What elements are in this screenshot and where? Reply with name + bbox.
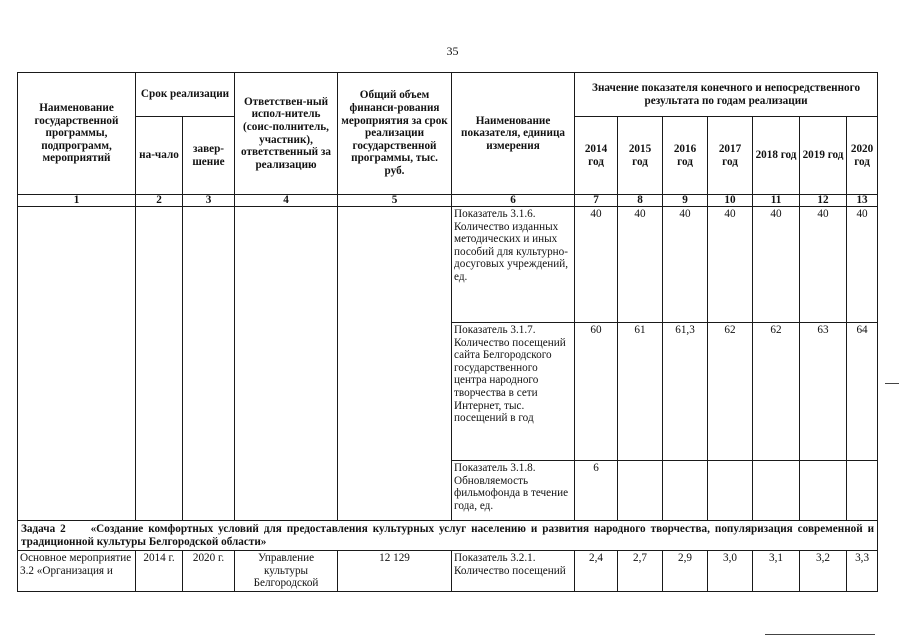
- empty-program-cell: [18, 207, 136, 521]
- header-year: 2020 год: [847, 117, 878, 195]
- column-number: 12: [800, 195, 847, 207]
- measure-funding: 12 129: [338, 551, 452, 592]
- header-year: 2017 год: [708, 117, 753, 195]
- measure-end: 2020 г.: [183, 551, 235, 592]
- empty-end-cell: [183, 207, 235, 521]
- indicator-value: [753, 461, 800, 521]
- task-row: [18, 521, 878, 551]
- column-number: 6: [452, 195, 575, 207]
- column-number: 1: [18, 195, 136, 207]
- task-text: «Создание комфортных условий для предоставления культурных услуг населению и развития народного творчества, популяризация современной и традиционной культуры Белгородской области»: [21, 523, 875, 548]
- indicator-value: [800, 461, 847, 521]
- indicator-value: 2,4: [575, 551, 618, 592]
- indicator-value: 2,9: [663, 551, 708, 592]
- task-cell: [18, 521, 878, 551]
- header-row-1: [18, 73, 878, 117]
- column-number: 11: [753, 195, 800, 207]
- indicator-value: 64: [847, 323, 878, 461]
- indicator-value: 3,2: [800, 551, 847, 592]
- indicator-value: 40: [663, 207, 708, 323]
- task-label: Задача 2: [21, 523, 66, 535]
- column-number: 13: [847, 195, 878, 207]
- column-number: 4: [235, 195, 338, 207]
- indicator-value: 40: [753, 207, 800, 323]
- page-number: 35: [446, 44, 459, 58]
- header-executor: Ответствен-ный испол-нитель (соис-полнитель, участник), ответственный за реализацию: [235, 73, 338, 195]
- indicator-value: 3,1: [753, 551, 800, 592]
- column-number: 8: [618, 195, 663, 207]
- header-indicator: Наименование показателя, единица измерения: [452, 73, 575, 195]
- indicator-value: 60: [575, 323, 618, 461]
- measure-start: 2014 г.: [136, 551, 183, 592]
- header-end: завер-шение: [183, 117, 235, 195]
- header-term: Срок реализации: [136, 73, 235, 117]
- header-year: 2015 год: [618, 117, 663, 195]
- header-year: 2018 год: [753, 117, 800, 195]
- empty-funding-cell: [338, 207, 452, 521]
- indicator-value: [618, 461, 663, 521]
- measure-name: Основное мероприятие 3.2 «Организация и: [18, 551, 136, 592]
- column-number: 5: [338, 195, 452, 207]
- program-table: [17, 72, 878, 592]
- header-funding: Общий объем финанси-рования мероприятия за срок реализации государственной программы, тыс. руб.: [338, 73, 452, 195]
- empty-start-cell: [136, 207, 183, 521]
- header-program-name: Наименование государственной программы, подпрограмм, мероприятий: [18, 73, 136, 195]
- indicator-value: 40: [847, 207, 878, 323]
- indicator-value: 6: [575, 461, 618, 521]
- header-year: 2014 год: [575, 117, 618, 195]
- indicator-value: 40: [575, 207, 618, 323]
- table-row: [18, 207, 878, 323]
- table-row: [18, 551, 878, 592]
- indicator-name: Показатель 3.2.1. Количество посещений: [452, 551, 575, 592]
- indicator-value: 61,3: [663, 323, 708, 461]
- indicator-value: 40: [618, 207, 663, 323]
- indicator-value: [663, 461, 708, 521]
- column-number: 7: [575, 195, 618, 207]
- column-number: 10: [708, 195, 753, 207]
- margin-mark: [885, 383, 899, 384]
- column-number: 9: [663, 195, 708, 207]
- header-year: 2016 год: [663, 117, 708, 195]
- indicator-name: Показатель 3.1.6. Количество изданных методических и иных пособий для культурно-досуговых учреждений, ед.: [452, 207, 575, 323]
- column-number: 3: [183, 195, 235, 207]
- empty-executor-cell: [235, 207, 338, 521]
- indicator-name: Показатель 3.1.7. Количество посещений сайта Белгородского государственного центра народного творчества в сети Интернет, тыс. посещений в год: [452, 323, 575, 461]
- indicator-value: 62: [753, 323, 800, 461]
- indicator-value: 62: [708, 323, 753, 461]
- indicator-value: [708, 461, 753, 521]
- indicator-value: 40: [708, 207, 753, 323]
- footer-line: [765, 634, 875, 635]
- indicator-name: Показатель 3.1.8. Обновляемость фильмофонда в течение года, ед.: [452, 461, 575, 521]
- indicator-value: 40: [800, 207, 847, 323]
- header-start: на-чало: [136, 117, 183, 195]
- header-year: 2019 год: [800, 117, 847, 195]
- indicator-value: 61: [618, 323, 663, 461]
- column-number-row: [18, 195, 878, 207]
- indicator-value: 3,0: [708, 551, 753, 592]
- indicator-value: [847, 461, 878, 521]
- indicator-value: 2,7: [618, 551, 663, 592]
- header-values: Значение показателя конечного и непосредственного результата по годам реализации: [575, 73, 878, 117]
- column-number: 2: [136, 195, 183, 207]
- measure-executor: Управление культуры Белгородской: [235, 551, 338, 592]
- indicator-value: 3,3: [847, 551, 878, 592]
- indicator-value: 63: [800, 323, 847, 461]
